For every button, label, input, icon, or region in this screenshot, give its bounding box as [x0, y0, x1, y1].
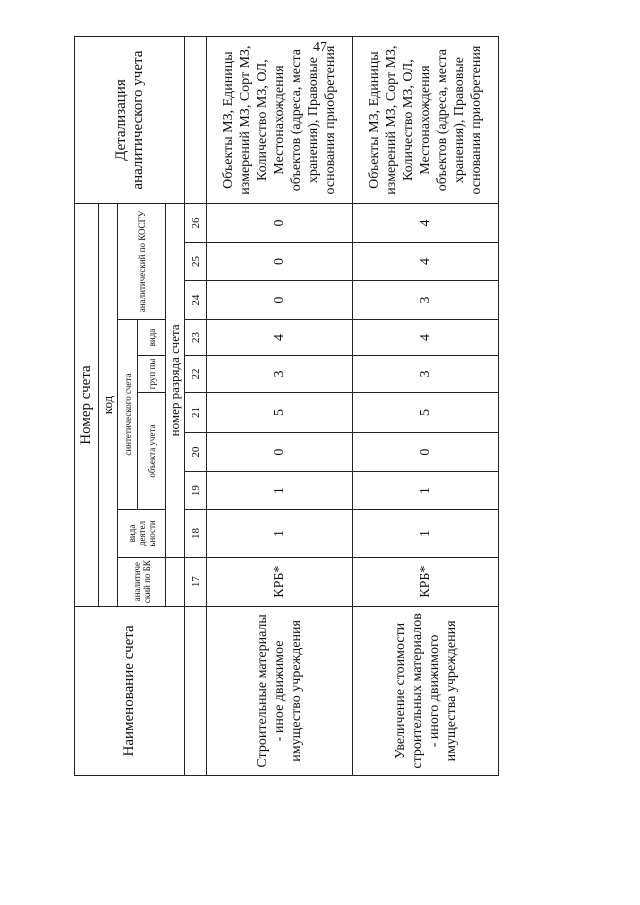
header-group: груп пы — [138, 356, 166, 392]
header-activity-type: вида деятел ьности — [118, 510, 166, 557]
row-digit-19: 1 — [207, 471, 353, 510]
digit-number-cell: 26 — [185, 204, 207, 243]
header-analytical-kosgu: аналитический по КОСГУ — [118, 204, 166, 320]
row-detail: Объекты МЗ, Единицы измерений МЗ, Сорт МЗ, Количество МЗ, ОЛ, Местонахождения объектов (адреса, места хранения), Правовые основания приобретения — [207, 37, 353, 204]
row-digit-20: 0 — [207, 433, 353, 472]
digit-number-cell: 20 — [185, 433, 207, 472]
row-bk: КРБ* — [207, 557, 353, 606]
row-digit-24: 3 — [353, 281, 499, 320]
row-digit-24: 0 — [207, 281, 353, 320]
header-analytical-bk: аналитиче ский по БК — [118, 557, 166, 606]
row-digit-26: 0 — [207, 204, 353, 243]
header-detail: Детализация аналитического учета — [75, 37, 185, 204]
row-digit-21: 5 — [353, 392, 499, 433]
header-account-name: Наименование счета — [75, 606, 185, 775]
row-detail: Объекты МЗ, Единицы измерений МЗ, Сорт МЗ, Количество МЗ, ОЛ, Местонахождения объектов (адреса, места хранения), Правовые основания приобретения — [353, 37, 499, 204]
digit-number-cell: 17 — [185, 557, 207, 606]
row-digit-22: 3 — [207, 356, 353, 392]
header-synthetic: синтетического счета — [118, 319, 138, 510]
row-activity: 1 — [353, 510, 499, 557]
digit-number-cell: 25 — [185, 242, 207, 281]
row-digit-23: 4 — [353, 319, 499, 355]
table-row — [207, 37, 353, 776]
digit-number-cell: 18 — [185, 510, 207, 557]
account-table — [74, 36, 499, 776]
account-table-rotated — [74, 36, 490, 776]
digit-number-cell: 22 — [185, 356, 207, 392]
row-digit-25: 0 — [207, 242, 353, 281]
row-digit-20: 0 — [353, 433, 499, 472]
digit-cell-empty-detail — [185, 37, 207, 204]
row-digit-21: 5 — [207, 392, 353, 433]
row-digit-19: 1 — [353, 471, 499, 510]
header-digit-number: номер разряда счета — [166, 204, 185, 557]
row-digit-26: 4 — [353, 204, 499, 243]
row-account-name: Строительные материалы - иное движимое имущество учреждения — [207, 606, 353, 775]
row-digit-22: 3 — [353, 356, 499, 392]
row-activity: 1 — [207, 510, 353, 557]
row-digit-25: 4 — [353, 242, 499, 281]
digit-number-cell: 19 — [185, 471, 207, 510]
digit-cell-empty-name — [185, 606, 207, 775]
header-spacer — [166, 557, 185, 606]
table-row — [353, 37, 499, 776]
digit-number-cell: 23 — [185, 319, 207, 355]
header-account-number: Номер счета — [75, 204, 99, 607]
header-code: код — [99, 204, 118, 607]
row-digit-23: 4 — [207, 319, 353, 355]
digit-number-cell: 24 — [185, 281, 207, 320]
header-kind: вида — [138, 319, 166, 355]
row-account-name: Увеличение стоимости строительных материалов - иного движимого имущества учреждения — [353, 606, 499, 775]
digit-number-cell: 21 — [185, 392, 207, 433]
header-account-object: объекта учета — [138, 392, 166, 510]
page-number: 47 — [313, 40, 327, 55]
row-bk: КРБ* — [353, 557, 499, 606]
